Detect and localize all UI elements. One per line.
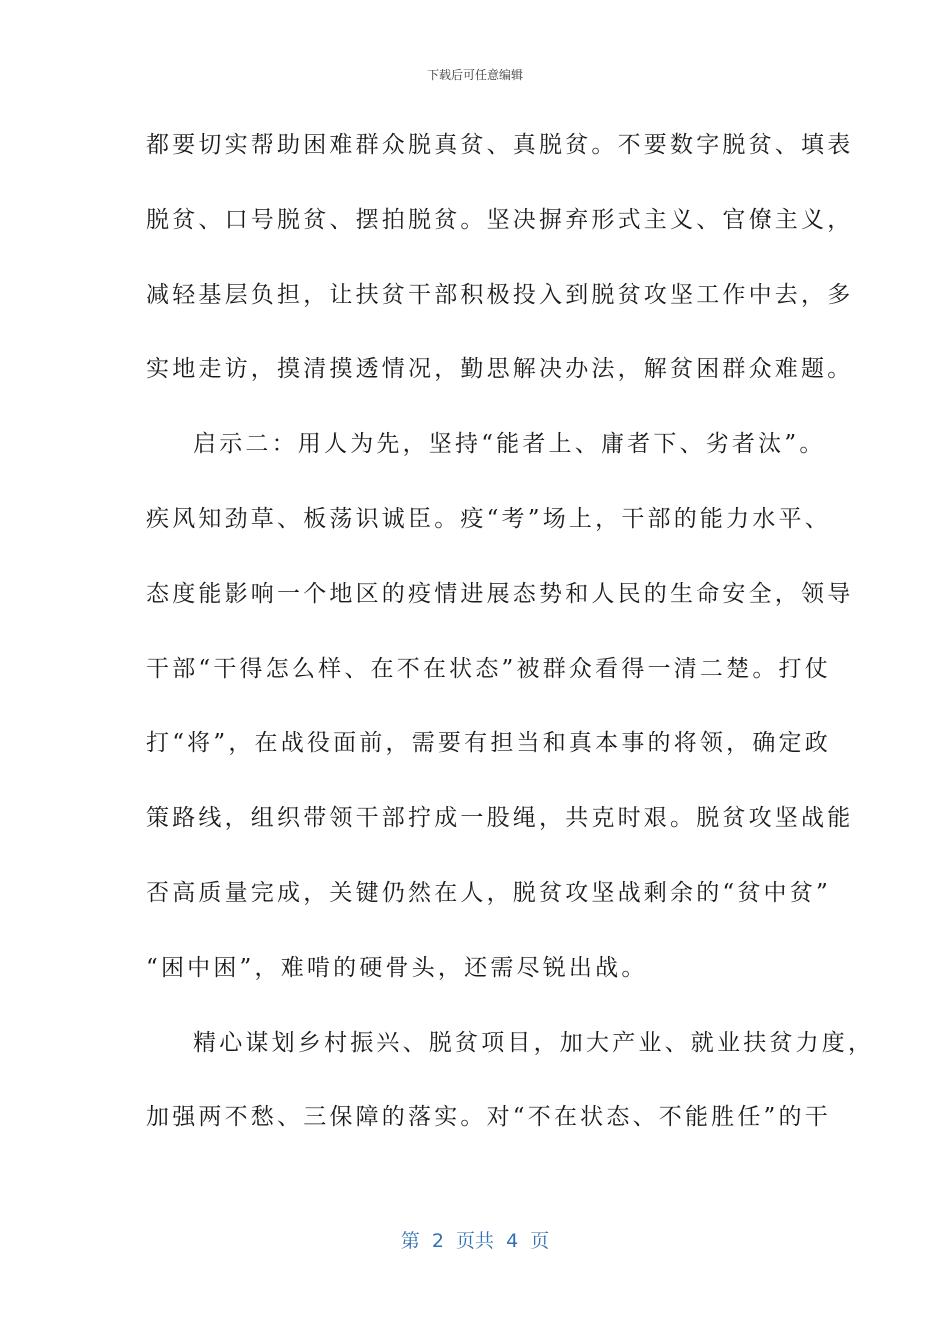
text-line: 策路线，组织带领干部拧成一股绳，共克时艰。脱贫攻坚战能	[146, 805, 854, 832]
document-body	[146, 125, 875, 1172]
paragraph-start-line: 精心谋划乡村振兴、脱贫项目，加大产业、就业扶贫力度，	[193, 1029, 875, 1056]
page-header-note: 下载后可任意编辑	[426, 68, 523, 82]
page-number-footer: 第 2 页共 4 页	[400, 1230, 550, 1252]
text-line: 脱贫、口号脱贫、摆拍脱贫。坚决摒弃形式主义、官僚主义，	[146, 206, 854, 233]
text-line: 实地走访，摸清摸透情况，勤思解决办法，解贫困群众难题。	[146, 356, 854, 383]
text-line: 态度能影响一个地区的疫情进展态势和人民的生命安全，领导	[146, 580, 854, 607]
text-line: 打“将”，在战役面前，需要有担当和真本事的将领，确定政	[146, 730, 831, 757]
paragraph-start-line: 启示二：用人为先，坚持“能者上、庸者下、劣者汰”。	[193, 431, 826, 458]
text-line: 干部“干得怎么样、在不在状态”被群众看得一清二楚。打仗	[146, 655, 831, 682]
text-line: 都要切实帮助困难群众脱真贫、真脱贫。不要数字脱贫、填表	[146, 132, 854, 158]
text-line: 加强两不愁、三保障的落实。对“不在状态、不能胜任”的干	[146, 1104, 831, 1131]
text-line: 减轻基层负担，让扶贫干部积极投入到脱贫攻坚工作中去，多	[146, 281, 854, 308]
text-line: 否高质量完成，关键仍然在人，脱贫攻坚战剩余的“贫中贫”	[146, 879, 831, 906]
text-line: 疾风知劲草、板荡识诚臣。疫“考”场上，干部的能力水平、	[146, 505, 831, 532]
text-line: “困中困”，难啃的硬骨头，还需尽锐出战。	[146, 954, 648, 981]
